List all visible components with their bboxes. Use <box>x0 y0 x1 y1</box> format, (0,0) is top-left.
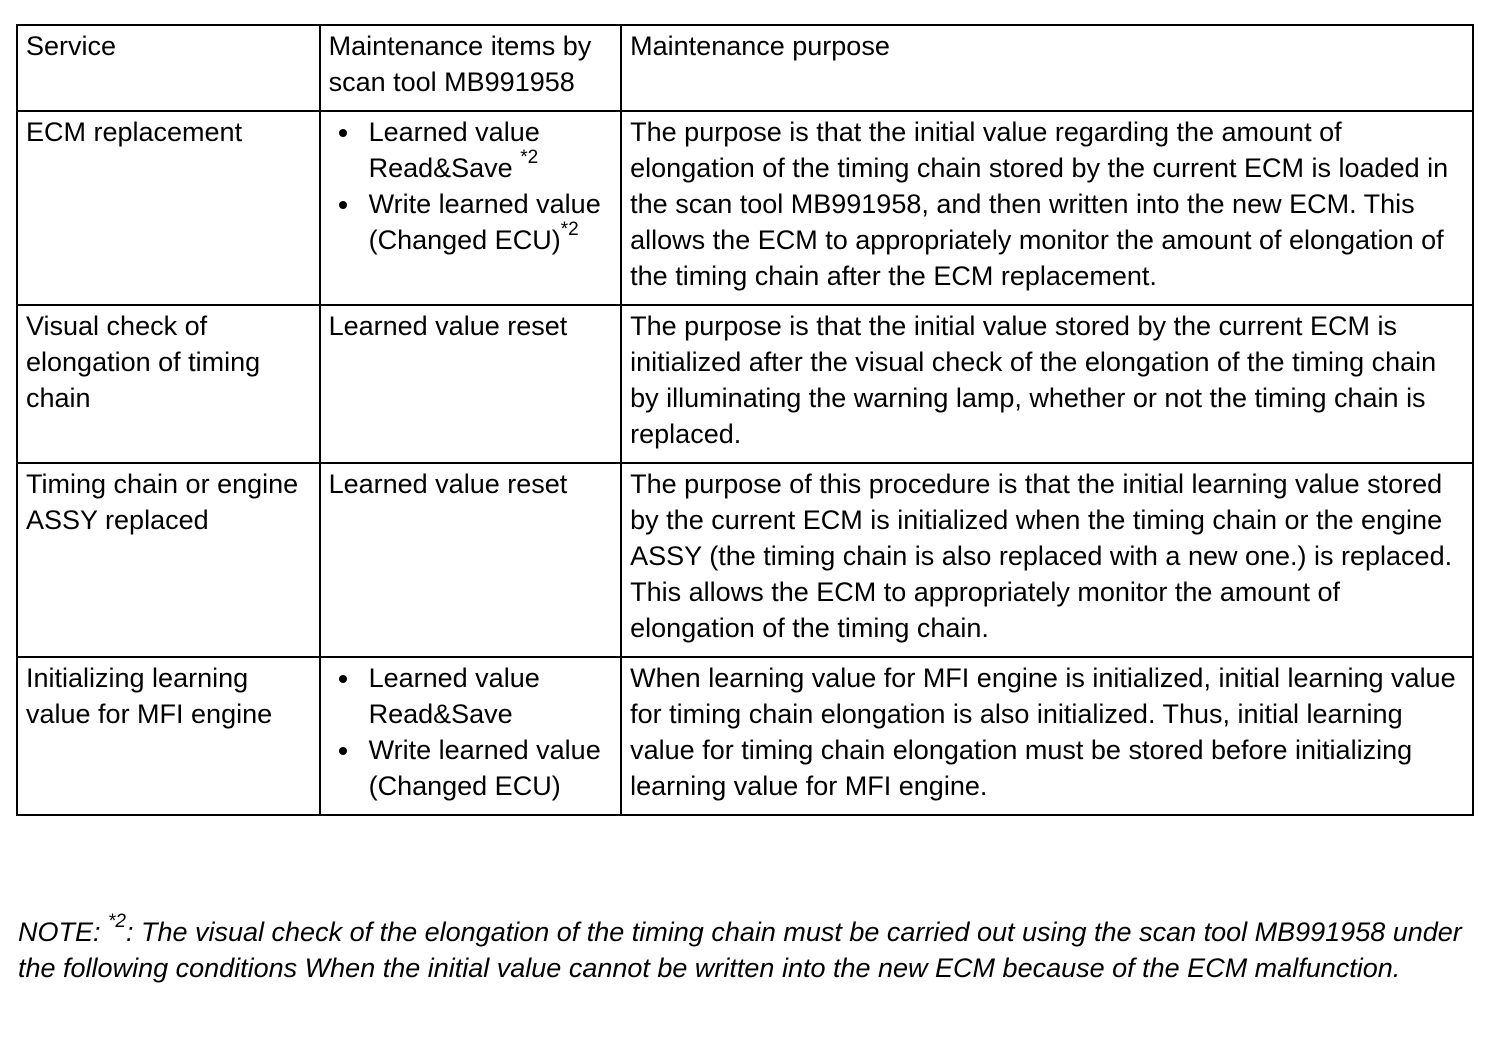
note-prefix: NOTE: <box>18 917 109 947</box>
item-text: Learned value Read&Save <box>368 117 540 183</box>
header-maintenance-items: Maintenance items by scan tool MB991958 <box>320 25 622 111</box>
table-row <box>17 463 1473 657</box>
footnote-mark: *2 <box>560 219 579 240</box>
table-row <box>17 305 1473 463</box>
bullet-list <box>329 114 613 258</box>
maintenance-table <box>16 24 1474 816</box>
purpose-cell: The purpose of this procedure is that the initial learning value stored by the current ECM is initialized when the timing chain or the engine ASSY (the timing chain is also replaced with a new one.) is replaced. This allows the ECM to appropriately monitor the amount of elongation of the timing chain. <box>621 463 1473 657</box>
purpose-cell: The purpose is that the initial value regarding the amount of elongation of the timing chain stored by the current ECM is loaded in the scan tool MB991958, and then written into the new ECM. This allows the ECM to appropriately monitor the amount of elongation of the timing chain after the ECM replacement. <box>621 111 1473 305</box>
table-header-row <box>17 25 1473 111</box>
item-text: Write learned value (Changed ECU) <box>368 189 601 255</box>
items-cell: Learned value reset <box>320 305 622 463</box>
items-cell <box>320 111 622 305</box>
purpose-cell: When learning value for MFI engine is initialized, initial learning value for timing chain elongation is also initialized. Thus, initial learning value for timing chain elongation must be stored before initializing learning value for MFI engine. <box>621 657 1473 815</box>
items-cell <box>320 657 622 815</box>
items-cell: Learned value reset <box>320 463 622 657</box>
footnote-mark: *2 <box>108 911 126 932</box>
table-row <box>17 657 1473 815</box>
item-text: Learned value Read&Save <box>368 663 540 729</box>
header-service: Service <box>17 25 320 111</box>
list-item <box>329 186 613 258</box>
item-text: Write learned value (Changed ECU) <box>368 735 601 801</box>
list-item <box>329 732 613 804</box>
purpose-cell: The purpose is that the initial value stored by the current ECM is initialized after the visual check of the elongation of the timing chain by illuminating the warning lamp, whether or not the timing chain is replaced. <box>621 305 1473 463</box>
list-item <box>329 114 613 186</box>
note-text: : The visual check of the elongation of the timing chain must be carried out using the scan tool MB991958 under the following conditions When the initial value cannot be written into the new ECM because of the ECM malfunction. <box>18 917 1462 983</box>
service-cell: Timing chain or engine ASSY replaced <box>17 463 320 657</box>
service-cell: Visual check of elongation of timing chain <box>17 305 320 463</box>
header-maintenance-purpose: Maintenance purpose <box>621 25 1473 111</box>
list-item <box>329 660 613 732</box>
footnote-mark: *2 <box>520 147 539 168</box>
service-cell: Initializing learning value for MFI engine <box>17 657 320 815</box>
service-cell: ECM replacement <box>17 111 320 305</box>
bullet-list <box>329 660 613 804</box>
table-row <box>17 111 1473 305</box>
footnote <box>18 911 1468 986</box>
